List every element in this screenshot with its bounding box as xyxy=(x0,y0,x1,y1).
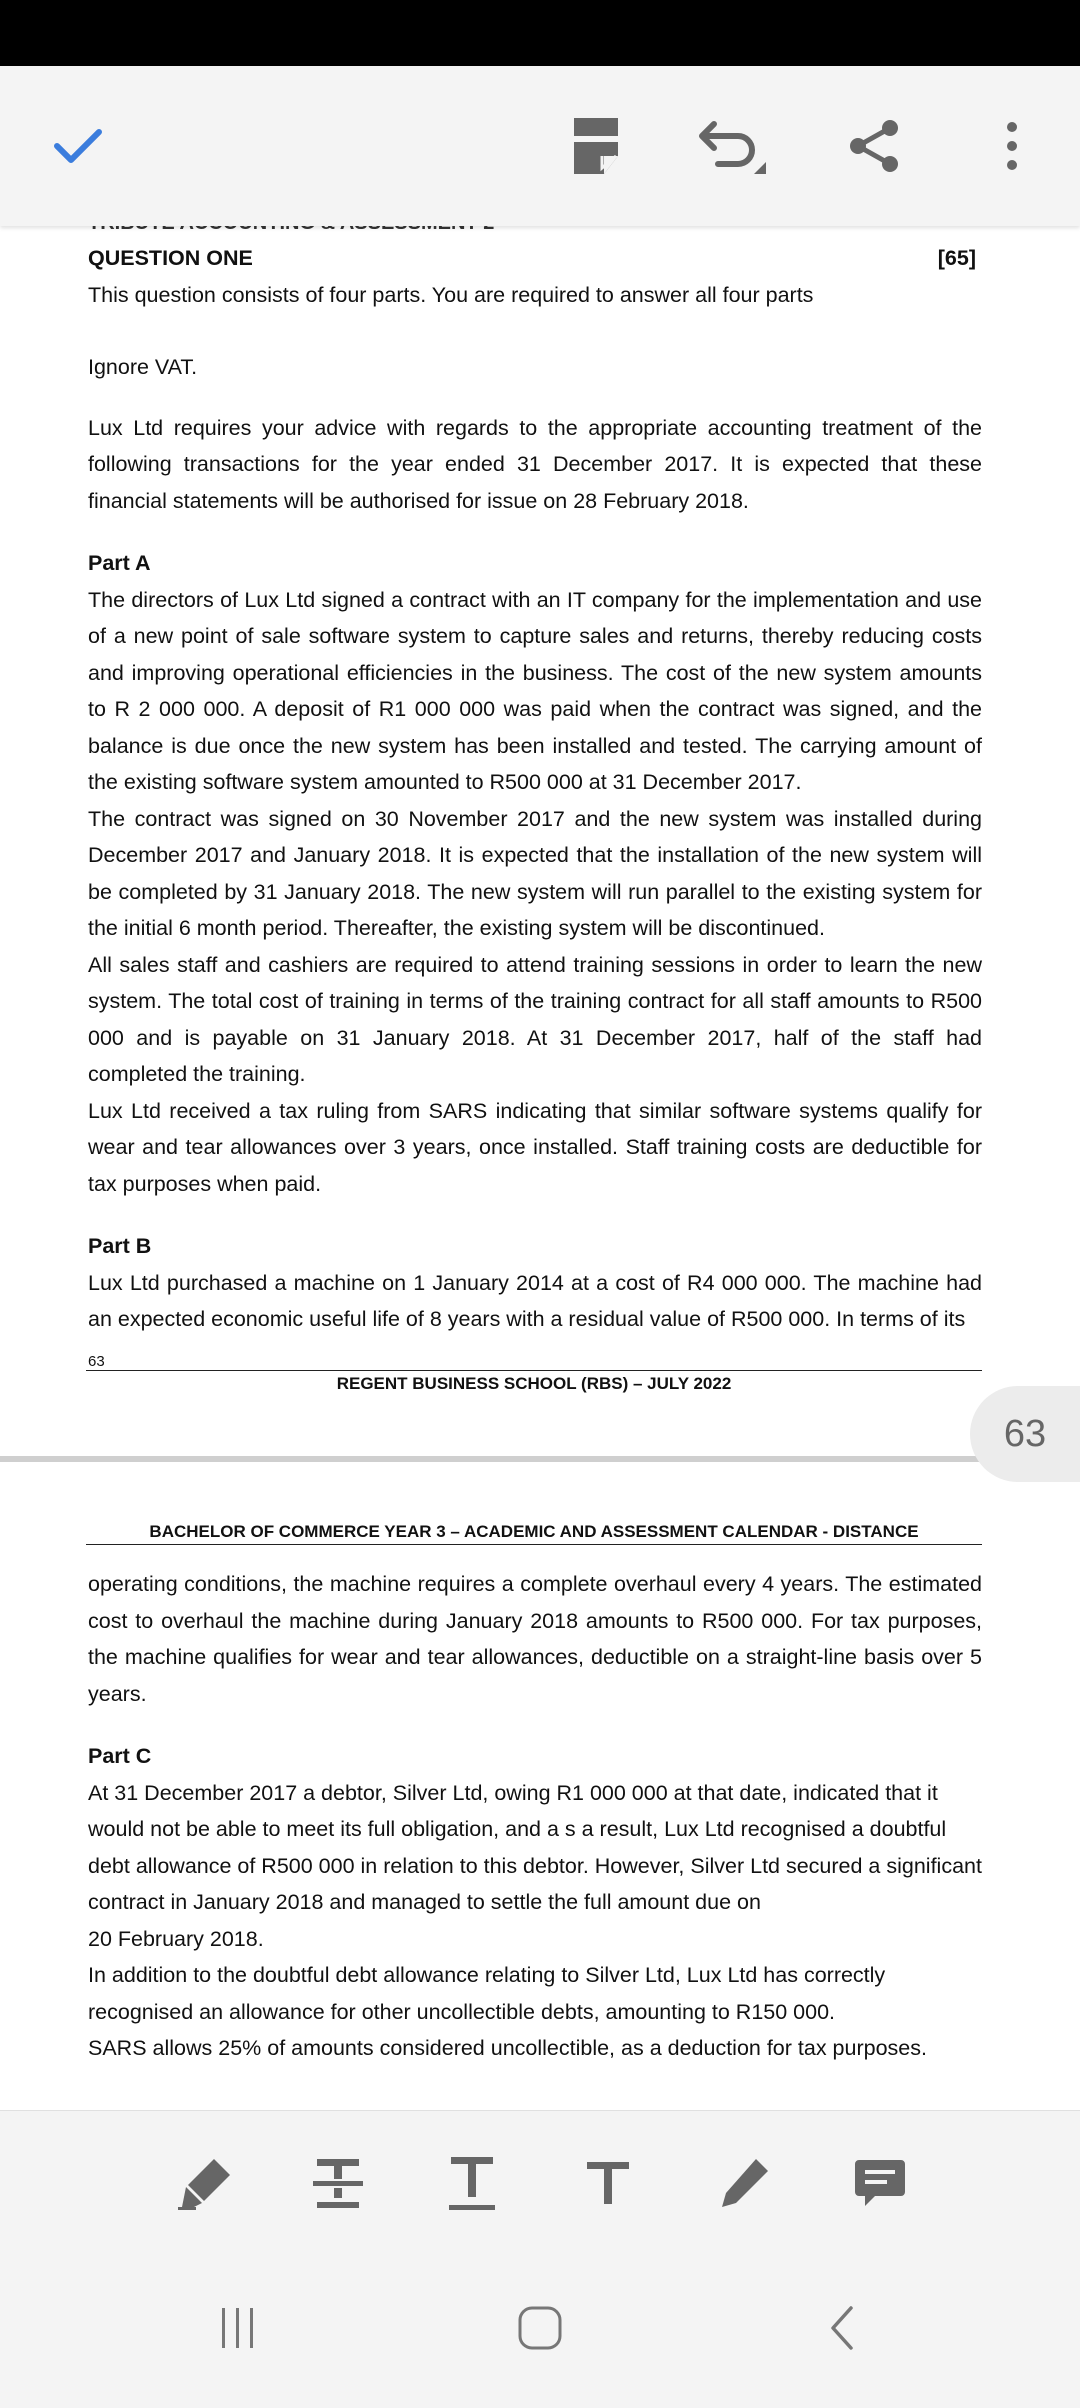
underline-icon[interactable] xyxy=(432,2143,512,2223)
part-b-paragraph-1: Lux Ltd purchased a machine on 1 January 2014 at a cost of R4 000 000. The machine had an expected economic useful life of 8 years with a residual value of R500 000. In terms of its xyxy=(88,1270,982,1331)
top-toolbar xyxy=(0,66,1080,226)
page-header: BACHELOR OF COMMERCE YEAR 3 – ACADEMIC AND ASSESSMENT CALENDAR - DISTANCE xyxy=(149,1522,919,1541)
footer-divider xyxy=(86,1370,982,1371)
question-intro: This question consists of four parts. You are required to answer all four parts xyxy=(88,282,814,307)
page-number: 63 xyxy=(88,1353,105,1370)
strikethrough-icon[interactable] xyxy=(298,2143,378,2223)
part-a-paragraph-1: The directors of Lux Ltd signed a contract with an IT company for the implementation and use of a new point of sale software system to capture sales and returns, thereby reducing costs and improving operational efficiencies in the business. The cost of the new system amounts to R 2 000 000. A deposit of R1 000 000 was paid when the contract was signed, and the balance is due once the new system has been installed and tested. The carrying amount of the existing software system amounted to R500 000 at 31 December 2017. xyxy=(88,587,982,794)
document-page-63[interactable] xyxy=(0,226,1080,1456)
question-marks: [65] xyxy=(937,246,976,270)
document-page-64[interactable] xyxy=(0,1462,1080,2110)
status-bar xyxy=(0,0,1080,66)
highlighter-icon[interactable] xyxy=(164,2143,244,2223)
ignore-vat: Ignore VAT. xyxy=(88,355,198,379)
page-footer: REGENT BUSINESS SCHOOL (RBS) – JULY 2022 xyxy=(336,1374,732,1393)
undo-icon[interactable] xyxy=(692,106,772,186)
home-icon[interactable] xyxy=(490,2288,590,2368)
lux-intro: Lux Ltd requires your advice with regards to the appropriate accounting treatment of the following transactions for the year ended 31 December 2017. It is expected that these financial statements will be authorised for issue on 28 February 2018. xyxy=(88,415,982,513)
page-layout-icon[interactable] xyxy=(556,106,636,186)
text-icon[interactable] xyxy=(568,2143,648,2223)
pen-icon[interactable] xyxy=(704,2143,784,2223)
part-c-title: Part C xyxy=(88,1744,152,1768)
question-title: QUESTION ONE xyxy=(88,246,253,270)
share-icon[interactable] xyxy=(834,106,914,186)
part-a-title: Part A xyxy=(88,551,151,575)
check-icon[interactable] xyxy=(38,106,118,186)
part-c-date: 20 February 2018. xyxy=(88,1926,264,1951)
system-nav-bar xyxy=(0,2252,1080,2408)
more-vert-icon[interactable] xyxy=(972,106,1052,186)
part-c-paragraph-1: At 31 December 2017 a debtor, Silver Ltd, owing R1 000 000 at that date, indicated that it would not be able to meet its full obligation, and a s a result, Lux Ltd recognised a doubtful debt allowance of R500 000 in relation to this debtor. However, Silver Ltd secured a significant contract in January 2018 and managed to settle the full amount due on xyxy=(88,1780,982,1914)
question-heading xyxy=(88,240,982,277)
part-a-paragraph-2: The contract was signed on 30 November 2017 and the new system was installed during December 2017 and January 2018. It is expected that the installation of the new system will be completed by 31 January 2018. The new system will run parallel to the existing system for the initial 6 month period. Thereafter, the existing system will be discontinued. xyxy=(88,806,982,940)
comment-icon[interactable] xyxy=(840,2143,920,2223)
page1-content xyxy=(88,240,982,1338)
annotation-toolbar xyxy=(0,2110,1080,2252)
part-c-paragraph-3: SARS allows 25% of amounts considered uncollectible, as a deduction for tax purposes. xyxy=(88,2036,927,2060)
part-c-paragraph-2: In addition to the doubtful debt allowance relating to Silver Ltd, Lux Ltd has correctly recognised an allowance for other uncollectible debts, amounting to R150 000. xyxy=(88,1963,886,2024)
part-a-paragraph-4: Lux Ltd received a tax ruling from SARS indicating that similar software systems qualify for wear and tear allowances over 3 years, once installed. Staff training costs are deductible for tax purposes when paid. xyxy=(88,1098,982,1196)
part-b-title: Part B xyxy=(88,1234,152,1258)
page-indicator[interactable]: 63 xyxy=(970,1386,1080,1482)
header-divider xyxy=(86,1544,982,1545)
back-icon[interactable] xyxy=(792,2288,892,2368)
part-a-paragraph-3: All sales staff and cashiers are required to attend training sessions in order to learn the new system. The total cost of training in terms of the training contract for all staff amounts to R500 000 and is payable on 31 January 2018. At 31 December 2017, half of the staff had completed the training. xyxy=(88,952,982,1086)
recents-icon[interactable] xyxy=(188,2288,288,2368)
page2-content xyxy=(88,1566,982,2067)
part-b-continued: operating conditions, the machine requires a complete overhaul every 4 years. The estimated cost to overhaul the machine during January 2018 amounts to R500 000. For tax purposes, the machine qualifies for wear and tear allowances, deductible on a straight-line basis over 5 years. xyxy=(88,1572,982,1706)
